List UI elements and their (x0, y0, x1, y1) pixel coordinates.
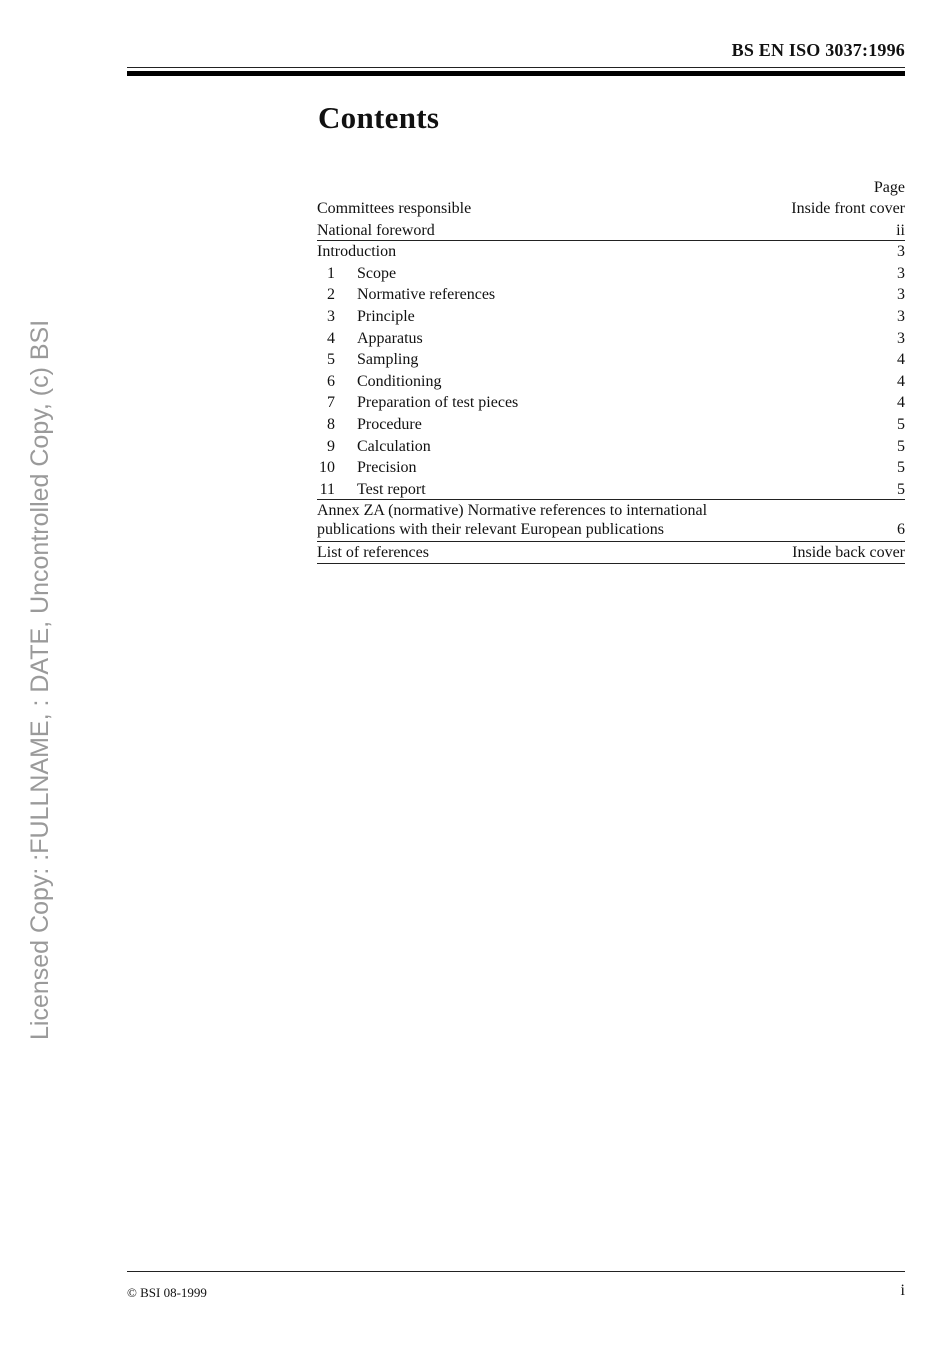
clause-page: 4 (897, 372, 905, 390)
annex-page: 6 (897, 521, 905, 539)
clause-label: Calculation (357, 437, 431, 455)
toc-clause-7[interactable] (317, 392, 905, 414)
footer-page-number: i (900, 1282, 905, 1299)
toc-entry-national-foreword[interactable] (317, 220, 905, 242)
toc-clause-10[interactable] (317, 457, 905, 479)
clause-number: 10 (319, 459, 335, 477)
toc-annex-za[interactable] (317, 500, 905, 542)
toc-entry-page: 3 (897, 243, 905, 261)
toc-entry-committees[interactable] (317, 198, 905, 220)
clause-label: Test report (357, 480, 426, 498)
clause-number: 7 (327, 394, 335, 412)
toc-entry-introduction[interactable] (317, 241, 905, 263)
clause-number: 5 (327, 351, 335, 369)
clause-page: 3 (897, 307, 905, 325)
annex-label-line-1: Annex ZA (normative) Normative references to international (317, 502, 708, 520)
toc-clause-1[interactable] (317, 263, 905, 285)
toc-clause-8[interactable] (317, 414, 905, 436)
toc-page-column-heading: Page (873, 179, 905, 196)
toc-entry-page: Inside front cover (791, 200, 905, 217)
clause-page: 3 (897, 264, 905, 282)
clause-number: 4 (327, 329, 335, 347)
toc-clause-9[interactable] (317, 436, 905, 458)
table-of-contents (317, 178, 905, 564)
document-id: BS EN ISO 3037:1996 (731, 40, 905, 60)
clause-label: Apparatus (357, 329, 423, 347)
annex-label (317, 501, 777, 539)
annex-label-line-2: publications with their relevant European publications (317, 521, 665, 539)
clause-page: 3 (897, 286, 905, 304)
clause-label: Preparation of test pieces (357, 394, 519, 412)
clause-page: 4 (897, 394, 905, 412)
clause-label: Normative references (357, 286, 496, 304)
toc-entry-page: ii (896, 221, 905, 239)
toc-clause-2[interactable] (317, 284, 905, 306)
toc-clause-11[interactable] (317, 479, 905, 501)
footer-rule (127, 1271, 905, 1272)
clause-number: 2 (327, 286, 335, 304)
toc-clause-4[interactable] (317, 328, 905, 350)
watermark-text: Licensed Copy: :FULLNAME, : DATE, Uncontrolled Copy, (c) BSI (26, 319, 54, 1040)
clause-label: Conditioning (357, 372, 442, 390)
clause-number: 9 (327, 437, 335, 455)
toc-entry-list-of-references[interactable] (317, 542, 905, 564)
clause-label: Sampling (357, 351, 419, 369)
clause-number: 3 (327, 307, 335, 325)
page-title: Contents (318, 100, 440, 135)
toc-clause-5[interactable] (317, 349, 905, 371)
clause-number: 6 (327, 372, 335, 390)
clause-page: 5 (897, 437, 905, 455)
clause-number: 8 (327, 415, 335, 433)
clause-page: 5 (897, 459, 905, 477)
toc-clause-6[interactable] (317, 371, 905, 393)
header-thin-rule (127, 67, 905, 68)
clause-number: 11 (319, 480, 335, 498)
clause-label: Precision (357, 459, 417, 477)
watermark (0, 0, 54, 1345)
clause-page: 5 (897, 415, 905, 433)
toc-entry-page: Inside back cover (792, 544, 905, 562)
toc-entry-label: Committees responsible (317, 200, 472, 217)
clause-page: 5 (897, 480, 905, 498)
clause-page: 4 (897, 351, 905, 369)
clause-label: Procedure (357, 415, 422, 433)
header-thick-rule (127, 71, 905, 76)
clause-label: Principle (357, 307, 415, 325)
clause-page: 3 (897, 329, 905, 347)
clause-label: Scope (357, 264, 397, 282)
footer-copyright: © BSI 08-1999 (127, 1285, 207, 1300)
toc-clause-3[interactable] (317, 306, 905, 328)
toc-entry-label: National foreword (317, 221, 435, 239)
clause-number: 1 (327, 264, 335, 282)
toc-entry-label: Introduction (317, 243, 397, 261)
toc-entry-label: List of references (317, 544, 429, 562)
